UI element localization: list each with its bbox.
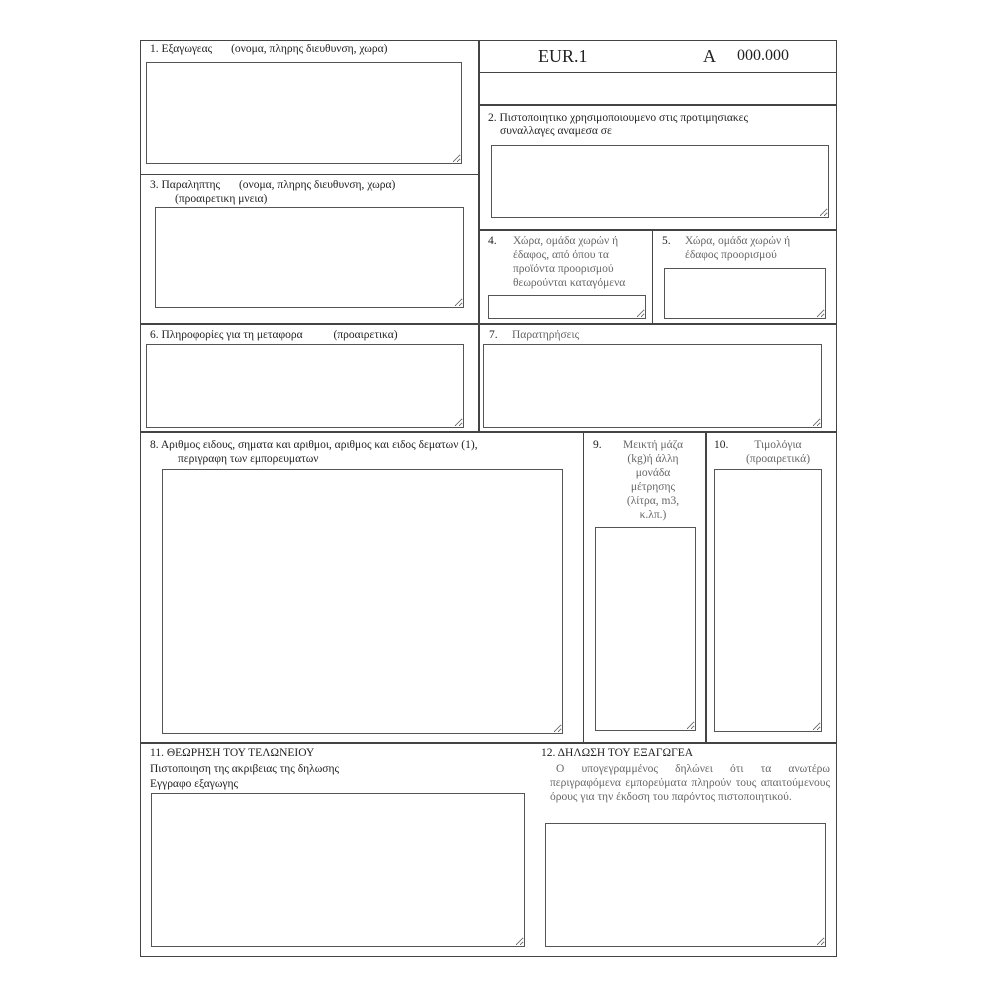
box9-number: 9.	[593, 439, 602, 451]
box3-hint-2: (προαιρετικη μνεια)	[175, 193, 268, 205]
box6-hint: (προαιρετικα)	[333, 329, 398, 341]
frame-bottom	[140, 956, 837, 957]
remarks-field[interactable]	[483, 344, 822, 428]
box5-number: 5.	[662, 235, 671, 247]
origin-country-field[interactable]	[488, 295, 646, 319]
frame-top	[140, 40, 837, 41]
exporter-field[interactable]	[146, 62, 462, 164]
destination-country-field[interactable]	[664, 268, 826, 319]
goods-description-field[interactable]	[162, 469, 563, 734]
box4-number: 4.	[488, 235, 497, 247]
box1-label	[150, 42, 387, 56]
box9-text: Μεικτή μάζα (kg)ή άλλη μονάδα μέτρησης (λίτρα, m3, κ.λπ.)	[622, 439, 683, 521]
box1-title: 1. Εξαγωγεας	[150, 43, 213, 55]
box10-number: 10.	[714, 439, 729, 451]
box3-label	[150, 178, 395, 192]
frame-right	[836, 40, 837, 957]
gross-mass-field[interactable]	[595, 527, 696, 731]
box8-label-2: περιγραφη των εμπορευματων	[178, 453, 319, 465]
divider-box4-5	[652, 230, 653, 325]
divider-row4	[140, 431, 837, 433]
divider-box9-10	[705, 432, 707, 743]
divider-top-middle	[478, 40, 480, 432]
box5-text: Χώρα, ομάδα χωρών ή έδαφος προορισμού	[685, 235, 791, 261]
box8-label: 8. Αριθμος ειδους, σηματα και αριθμοι, αριθμος και ειδος δεματων (1),	[150, 439, 478, 451]
frame-left	[140, 40, 141, 957]
consignee-field[interactable]	[155, 207, 464, 308]
box7-number: 7.	[489, 329, 498, 341]
divider-box2-top	[479, 104, 837, 106]
box7-text: Παρατηρήσεις	[512, 329, 580, 341]
preferential-trade-field[interactable]	[491, 145, 829, 218]
box11-label: 11. ΘΕΩΡΗΣΗ ΤΟΥ ΤΕΛΩΝΕΙΟΥ	[150, 747, 315, 759]
divider-box8-9	[583, 432, 584, 743]
box2-label: 2. Πιστοποιητικο χρησιμοποιουμενο στις προτιμησιακες	[488, 112, 749, 124]
series-letter: A	[703, 46, 716, 66]
transport-details-field[interactable]	[146, 344, 464, 428]
form-name: EUR.1	[538, 46, 588, 66]
box3-hint: (ονομα, πληρης διευθυνση, χωρα)	[238, 179, 396, 191]
customs-endorsement-field[interactable]	[151, 793, 525, 947]
box12-label: 12. ΔΗΛΩΣΗ ΤΟΥ ΕΞΑΓΩΓΕΑ	[541, 747, 694, 759]
box6-title: 6. Πληροφορίες για τη μεταφορα	[150, 329, 303, 341]
box6-label	[150, 328, 398, 342]
box10-text: Τιμολόγια (προαιρετικά)	[745, 439, 811, 465]
box2-label-2: συναλλαγες αναμεσα σε	[500, 125, 612, 137]
box11-line2: Πιστοποιηση της ακριβειας της δηλωσης	[150, 763, 340, 775]
divider-box2-bottom	[479, 229, 837, 231]
exporter-declaration-field[interactable]	[545, 823, 826, 947]
divider-box1-bottom	[140, 174, 479, 175]
divider-row5	[140, 742, 837, 744]
box4-text: Χώρα, ομάδα χωρών ή έδαφος, από όπου τα προϊόντα προορισμού θεωρούνται καταγόμενα	[513, 235, 626, 289]
box3-title: 3. Παραληπτης	[150, 179, 221, 191]
box12-text: Ο υπογεγραμμένος δηλώνει ότι τα ανωτέρω περιγραφόμενα εμπορεύματα πληρούν τους απαιτούμενους όρους για την έκδοση του παρόντος πιστοποιητικού.	[550, 763, 830, 803]
invoices-field[interactable]	[714, 469, 822, 732]
box1-hint: (ονομα, πληρης διευθυνση, χωρα)	[231, 43, 388, 55]
divider-row3	[140, 323, 837, 325]
certificate-number: 000.000	[737, 47, 789, 64]
divider-header	[479, 72, 837, 73]
box11-line3: Εγγραφο εξαγωγης	[150, 778, 239, 790]
